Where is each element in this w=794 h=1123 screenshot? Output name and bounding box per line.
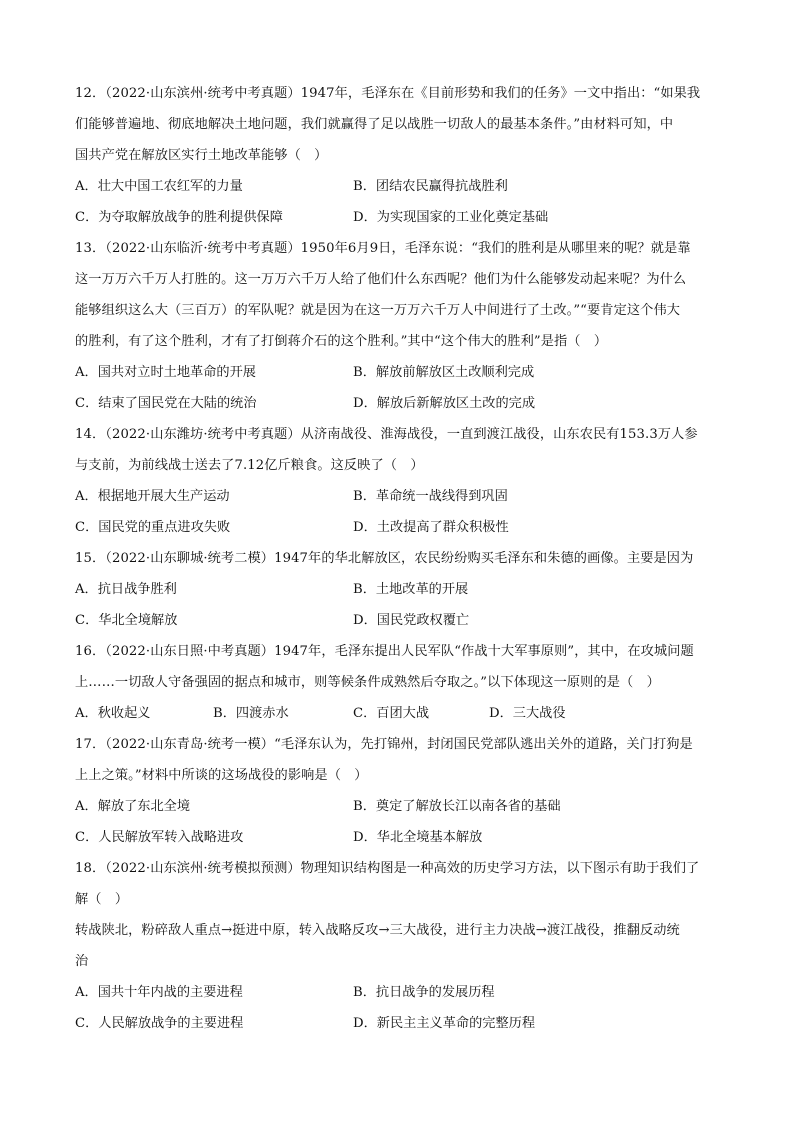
option-a: A．壮大中国工农红军的力量 [75, 179, 243, 194]
option-a: A．根据地开展大生产运动 [75, 489, 230, 504]
question-12 [75, 78, 725, 233]
question-18 [75, 853, 725, 1039]
option-d: D．为实现国家的工业化奠定基础 [353, 210, 549, 225]
option-a: A．国共十年内战的主要进程 [75, 985, 243, 1000]
option-a: A．国共对立时土地革命的开展 [75, 365, 256, 380]
option-c: C．人民解放战争的主要进程 [75, 1016, 244, 1031]
question-17 [75, 729, 725, 853]
option-c: C．为夺取解放战争的胜利提供保障 [75, 210, 283, 225]
question-stem [75, 853, 725, 977]
stem-line: 上上之策。”材料中所谈的这场战役的影响是（ ） [75, 768, 368, 783]
stem-line: 16．（2022·山东日照·中考真题）1947年，毛泽东提出人民军队“作战十大军事原则”，其中，在攻城问题 [75, 644, 694, 659]
question-15 [75, 543, 725, 636]
option-c: C．人民解放军转入战略进攻 [75, 830, 244, 845]
question-stem [75, 543, 725, 574]
option-d: D．华北全境基本解放 [353, 830, 483, 845]
stem-line: 14．（2022·山东潍坊·统考中考真题）从济南战役、淮海战役，一直到渡江战役，山东农民有153.3万人参 [75, 427, 698, 442]
option-b: B．革命统一战线得到巩固 [353, 489, 508, 504]
question-stem [75, 233, 725, 357]
options [75, 357, 725, 419]
option-b: B．四渡赤水 [213, 706, 289, 721]
stem-line: 国共产党在解放区实行土地改革能够（ ） [75, 148, 328, 163]
option-b: B．土地改革的开展 [353, 582, 469, 597]
option-b: B．解放前解放区土改顺利完成 [353, 365, 535, 380]
stem-line: 转战陕北，粉碎敌人重点→挺进中原，转入战略反攻→三大战役，进行主力决战→渡江战役，推翻反动统 [75, 923, 680, 938]
option-d: D．国民党政权覆亡 [353, 613, 470, 628]
option-c: C．华北全境解放 [75, 613, 178, 628]
option-c: C．结束了国民党在大陆的统治 [75, 396, 257, 411]
option-d: D．土改提高了群众积极性 [353, 520, 509, 535]
option-d: D．三大战役 [489, 706, 566, 721]
option-c: C．国民党的重点进攻失败 [75, 520, 231, 535]
options [75, 171, 725, 233]
options [75, 481, 725, 543]
stem-line: 上……一切敌人守备强固的据点和城市，则等候条件成熟然后夺取之。”以下体现这一原则的是（ ） [75, 675, 660, 690]
stem-line: 与支前，为前线战士送去了7.12亿斤粮食。这反映了（ ） [75, 458, 424, 473]
stem-line: 能够组织这么大（三百万）的军队呢？就是因为在这一万万六千万人中间进行了土改。”“要肯定这个伟大 [75, 303, 681, 318]
question-13 [75, 233, 725, 419]
option-a: A．秋收起义 [75, 706, 151, 721]
question-stem [75, 419, 725, 481]
stem-line: 的胜利，有了这个胜利，才有了打倒蒋介石的这个胜利。”其中“这个伟大的胜利”是指（ ） [75, 334, 608, 349]
stem-line: 15．（2022·山东聊城·统考二模）1947年的华北解放区，农民纷纷购买毛泽东和朱德的画像。主要是因为 [75, 551, 694, 566]
stem-line: 13．（2022·山东临沂·统考中考真题）1950年6月9日，毛泽东说：“我们的胜利是从哪里来的呢？就是靠 [75, 241, 691, 256]
option-c: C．百团大战 [353, 706, 430, 721]
stem-line: 12．（2022·山东滨州·统考中考真题）1947年，毛泽东在《目前形势和我们的任务》一文中指出：“如果我 [75, 86, 701, 101]
stem-line: 18．（2022·山东滨州·统考模拟预测）物理知识结构图是一种高效的历史学习方法，以下图示有助于我们了 [75, 861, 700, 876]
option-b: B．团结农民赢得抗战胜利 [353, 179, 508, 194]
options [75, 977, 725, 1039]
option-d: D．解放后新解放区土改的完成 [353, 396, 536, 411]
options [75, 698, 725, 729]
stem-line: 治 [75, 954, 89, 969]
option-d: D．新民主主义革命的完整历程 [353, 1016, 536, 1031]
question-stem [75, 729, 725, 791]
stem-line: 解（ ） [75, 892, 129, 907]
option-a: A．抗日战争胜利 [75, 582, 177, 597]
question-stem [75, 636, 725, 698]
question-list [75, 78, 725, 1039]
option-a: A．解放了东北全境 [75, 799, 191, 814]
stem-line: 这一万万六千万人打胜的。这一万万六千万人给了他们什么东西呢？他们为什么能够发动起来呢？为什么 [75, 272, 687, 287]
options [75, 791, 725, 853]
question-stem [75, 78, 725, 171]
options [75, 574, 725, 636]
option-b: B．奠定了解放长江以南各省的基础 [353, 799, 561, 814]
stem-line: 们能够普遍地、彻底地解决土地问题，我们就赢得了足以战胜一切敌人的最基本条件。”由材料可知，中 [75, 117, 674, 132]
stem-line: 17．（2022·山东青岛·统考一模）“毛泽东认为，先打锦州，封闭国民党部队逃出关外的道路，关门打狗是 [75, 737, 693, 752]
question-16 [75, 636, 725, 729]
question-14 [75, 419, 725, 543]
option-b: B．抗日战争的发展历程 [353, 985, 495, 1000]
